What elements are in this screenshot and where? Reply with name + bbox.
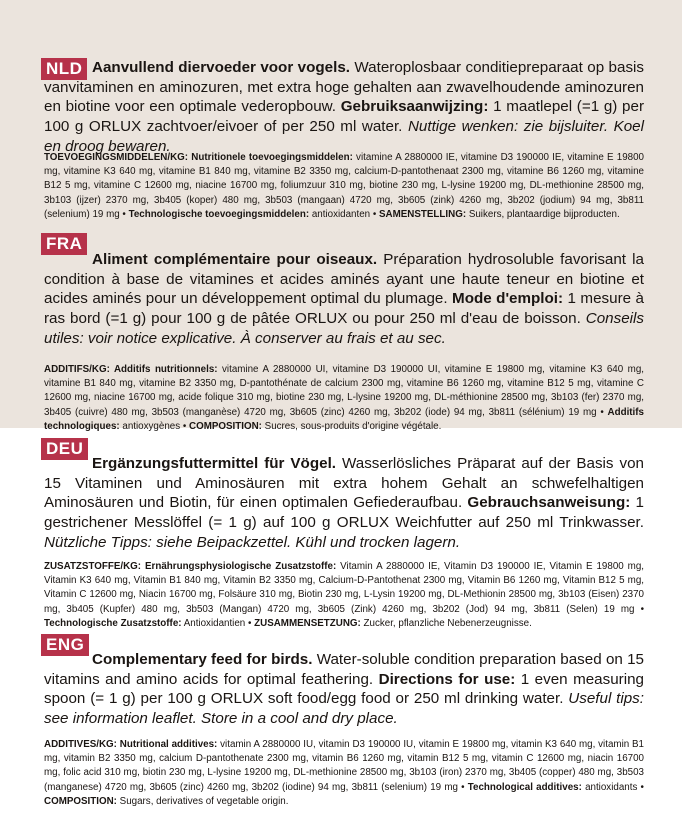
additives-text-fra: vitamine A 2880000 UI, vitamine D3 190000 UI, vitamine E 19800 mg, vitamine K3 640 mg, vitamine B1 840 mg, vitamine B2 3350 mg, D-pantothénate de calcium 2300 mg, vitamine B6 1260 mg, vitamine B12 5 mg, vitamine C 12600 mg, niacine 16700 mg, acide folique 310 mg, biotine 230 mg, L-lysine 19200 mg, DL-méthionine 28500 mg, 3b103 (fer) 2370 mg, 3b405 (cuivre) 480 mg, 3b503 (manganèse) 4720 mg, 3b605 (zinc) 4260 mg, 3b202 (iode) 94 mg, 3b811 (sélénium) 19 mg • <box>44 364 644 418</box>
additives-label-eng: ADDITIVES/KG: Nutritional additives: <box>44 739 218 750</box>
intro-nld <box>44 58 644 157</box>
product-title-fra: Aliment complémentaire pour oiseaux. <box>92 251 378 268</box>
composition-text-eng: Sugars, derivatives of vegetable origin. <box>116 795 289 807</box>
language-badge-fra: FRA <box>41 233 87 255</box>
product-title-eng: Complementary feed for birds. <box>92 651 313 668</box>
usage-label-deu: Gebrauchsanweisung: <box>467 494 631 512</box>
composition-label-eng: COMPOSITION: <box>44 795 117 807</box>
usage-label-nld: Gebruiksaanwijzing: <box>340 98 489 116</box>
additives-text-nld: vitamine A 2880000 IE, vitamine D3 190000 IE, vitamine E 19800 mg, vitamine K3 640 mg, vitamine B1 840 mg, vitamine B2 3350 mg, calcium-D-pantothenaat 2300 mg, vitamine B6 1260 mg, vitamine B12 5 mg, vitamine C 12600 mg, niacine 16700 mg, foliumzuur 310 mg, biotine 230 mg, L-lysine 19200 mg, DL-methionine 28500 mg, 3b103 (ijzer) 2370 mg, 3b405 (koper) 480 mg, 3b503 (mangaan) 4720 mg, 3b605 (zink) 4260 mg, 3b202 (jodium) 94 mg, 3b811 (selenium) 19 mg • <box>44 152 644 220</box>
intro-eng <box>44 650 644 729</box>
tech-label-deu: Technologische Zusatzstoffe: <box>44 617 182 629</box>
additives-label-deu: ZUSATZSTOFFE/KG: Ernährungsphysiologische Zusatzstoffe: <box>44 561 337 572</box>
tech-text-nld: antioxidanten • <box>309 208 379 220</box>
language-badge-nld: NLD <box>41 58 87 80</box>
tech-text-eng: antioxidants • <box>581 781 644 793</box>
tech-label-nld: Technologische toevoegingsmiddelen: <box>128 208 310 220</box>
composition-text-deu: Zucker, pflanzliche Nebenerzeugnisse. <box>360 617 532 629</box>
product-title-deu: Ergänzungsfuttermittel für Vögel. <box>92 455 337 472</box>
tech-text-deu: Antioxidantien • <box>181 617 255 629</box>
description-nld: Wateroplosbaar conditiepreparaat op basis vanvitaminen en aminozuren, met extra hoge gehalten aan zwavelhoudende aminozuren en biotine voor een optimale vederopbouw. <box>44 59 645 116</box>
usage-text-eng: 1 even measuring spoon (= 1 g) per 100 g ORLUX soft food/egg food or 250 ml drinking water. <box>44 670 644 708</box>
language-badge-deu: DEU <box>41 438 88 460</box>
detail-deu <box>44 560 644 631</box>
detail-fra <box>44 363 644 434</box>
usage-text-deu: 1 gestrichener Messlöffel (= 1 g) auf 100 g ORLUX Weichfutter auf 250 ml Trinkwasser. <box>44 494 645 532</box>
description-deu: Wasserlösliches Präparat auf der Basis von 15 Vitaminen und Aminosäuren mit extra hohem Gehalt an schwefelhaltigen Aminosäuren und Biotin, für einen optimalen Gefiederaufbau. <box>44 455 644 512</box>
additives-text-eng: vitamin A 2880000 IU, vitamin D3 190000 IU, vitamin E 19800 mg, vitamin K3 640 mg, vitamin B1 mg, vitamin B2 3350 mg, calcium D-pantothenate 2300 mg, vitamin B6 1260 mg, vitamin B12 5 mg, vitamin C 12600 mg, niacin 16700 mg, folic acid 310 mg, biotin 230 mg, L-lysine 19200 mg, DL-methionine 28500 mg, 3b103 (iron) 2370 mg, 3b405 (copper) 480 mg, 3b503 (manganese) 4720 mg, 3b605 (zinc) 4260 mg, 3b202 (iodine) 94 mg, 3b811 (selenium) 19 mg • <box>44 739 645 793</box>
usage-label-eng: Directions for use: <box>378 670 516 688</box>
composition-label-deu: ZUSAMMENSETZUNG: <box>254 617 361 629</box>
description-eng: Water-soluble condition preparation based on 15 vitamins and amino acids for optimal feathering. <box>44 651 645 688</box>
additives-label-nld: TOEVOEGINGSMIDDELEN/KG: Nutritionele toevoegingsmiddelen: <box>44 152 353 163</box>
detail-nld <box>44 151 644 222</box>
tech-label-eng: Technological additives: <box>467 781 582 793</box>
intro-deu <box>44 454 644 553</box>
usage-text-nld: 1 maatlepel (=1 g) per 100 g ORLUX zachtvoer/eivoer of per 250 ml water. <box>44 98 645 136</box>
additives-label-fra: ADDITIFS/KG: Additifs nutritionnels: <box>44 364 218 375</box>
product-title-nld: Aanvullend diervoeder voor vogels. <box>92 59 350 76</box>
usage-label-fra: Mode d'emploi: <box>452 290 564 308</box>
description-fra: Préparation hydrosoluble favorisant la condition à base de vitamines et acides aminés ayant une haute teneur en biotine et acides aminés pour un développement optimal du plumage. <box>44 251 644 308</box>
tips-nld: Nuttige wenken: zie bijsluiter. Koel en droog bewaren. <box>44 118 644 155</box>
usage-text-fra: 1 mesure à ras bord (=1 g) pour 100 g de pâtée ORLUX ou pour 250 ml d'eau de boisson. <box>44 290 644 328</box>
composition-label-fra: COMPOSITION: <box>189 420 262 432</box>
intro-fra <box>44 250 644 349</box>
composition-text-fra: Sucres, sous-produits d'origine végétale. <box>261 420 442 432</box>
language-badge-eng: ENG <box>41 634 89 656</box>
tech-label-fra: Additifs technologiques: <box>44 406 644 432</box>
composition-text-nld: Suikers, plantaardige bijproducten. <box>466 208 620 220</box>
tips-deu: Nützliche Tipps: siehe Beipackzettel. Kühl und trocken lagern. <box>44 533 461 551</box>
detail-eng <box>44 738 644 809</box>
tips-eng: Useful tips: see information leaflet. Store in a cool and dry place. <box>44 690 644 728</box>
additives-text-deu: Vitamin A 2880000 IE, Vitamin D3 190000 IE, Vitamin E 19800 mg, Vitamin K3 640 mg, Vitamin B1 840 mg, Vitamin B2 3350 mg, Calcium-D-Pantothenat 2300 mg, Vitamin B6 1260 mg, Vitamin B12 5 mg, Vitamin C 12600 mg, Niacin 16700 mg, Folsäure 310 mg, Biotin 230 mg, L-Lysin 19200 mg, DL-Methionin 28500 mg, 3b103 (Eisen) 2370 mg, 3b405 (Kupfer) 480 mg, 3b503 (Mangan) 4720 mg, 3b605 (Zink) 4260 mg, 3b202 (Jod) 94 mg, 3b811 (Selen) 19 mg • <box>44 561 644 615</box>
tips-fra: Conseils utiles: voir notice explicative. À conserver au frais et au sec. <box>44 310 644 347</box>
composition-label-nld: SAMENSTELLING: <box>379 208 467 220</box>
tech-text-fra: antioxygènes • <box>119 420 189 432</box>
